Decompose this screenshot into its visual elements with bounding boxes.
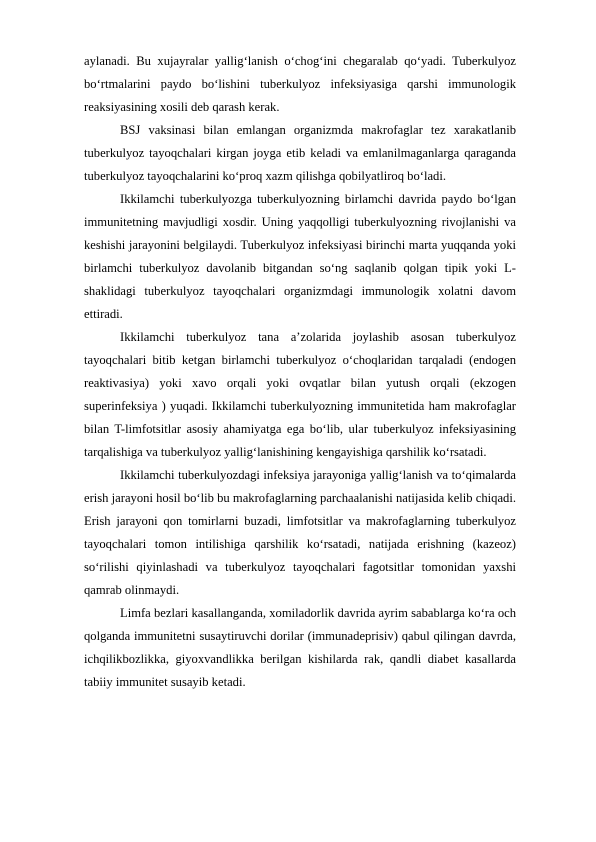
paragraph-lymph-nodes: Limfa bezlari kasallanganda, xomiladorlik davrida ayrim sabablarga ko‘ra och qolganda immunitetni susaytiruvchi dorilar (immunadeprisiv) qabul qilingan davrda, ichqilikbozlikka, giyoxvandlikka berilgan kishilarda rak, qandli diabet kasallarda tabiiy immunitet susayib ketadi. xyxy=(84,606,516,689)
paragraph-bsj-vaccine: BSJ vaksinasi bilan emlangan organizmda makrofaglar tez xarakatlanib tuberkulyoz tayoqchalari kirgan joyga etib keladi va emlanilmaganlarga qaraganda tuberkulyoz tayoqchalarini ko‘proq xazm qilishga qobilyatliroq bo‘ladi. xyxy=(84,123,516,183)
paragraph-continuation: aylanadi. Bu xujayralar yallig‘lanish o‘chog‘ini chegaralab qo‘yadi. Tuberkulyoz bo‘rtmalarini paydo bo‘lishini tuberkulyoz infeksiyasiga qarshi immunologik reaksiyasining xosili deb qarash kerak. xyxy=(84,54,516,114)
paragraph-secondary-immunity: Ikkilamchi tuberkulyozga tuberkulyozning birlamchi davrida paydo bo‘lgan immunitetning mavjudligi xosdir. Uning yaqqolligi tuberkulyozning rivojlanishi va keshishi jarayonini belgilaydi. Tuberkulyoz infeksiyasi birinchi marta yuqqanda yoki birlamchi tuberkulyoz davolanib bitgandan so‘ng saqlanib qolgan tipik yoki L-shaklidagi tuberkulyoz tayoqchalari organizmdagi immunologik xolatni davom ettiradi. xyxy=(84,192,516,321)
document-page xyxy=(84,50,516,694)
paragraph-secondary-spread: Ikkilamchi tuberkulyoz tana a’zolarida joylashib asosan tuberkulyoz tayoqchalari bitib ketgan birlamchi tuberkulyoz o‘choqlaridan tarqaladi (endogen reaktivasiya) yoki xavo orqali yoki ovqatlar bilan yutush orqali (ekzogen superinfeksiya ) yuqadi. Ikkilamchi tuberkulyozning immunitetida ham makrofaglar bilan T-limfotsitlar asosiy ahamiyatga ega bo‘lib, ular tuberkulyoz infeksiyasining tarqalishiga va tuberkulyoz yallig‘lanishining kengayishiga qarshilik ko‘rsatadi. xyxy=(84,330,516,459)
paragraph-infection-process: Ikkilamchi tuberkulyozdagi infeksiya jarayoniga yallig‘lanish va to‘qimalarda erish jarayoni hosil bo‘lib bu makrofaglarning parchaalanishi natijasida kelib chiqadi. Erish jarayoni qon tomirlarni buzadi, limfotsitlar va makrofaglarning tuberkulyoz tayoqchalari tomon intilishiga qarshilik ko‘rsatadi, natijada erishning (kazeoz) so‘rilishi qiyinlashadi va tuberkulyoz tayoqchalari fagotsitlar tomonidan yaxshi qamrab olinmaydi. xyxy=(84,468,516,597)
